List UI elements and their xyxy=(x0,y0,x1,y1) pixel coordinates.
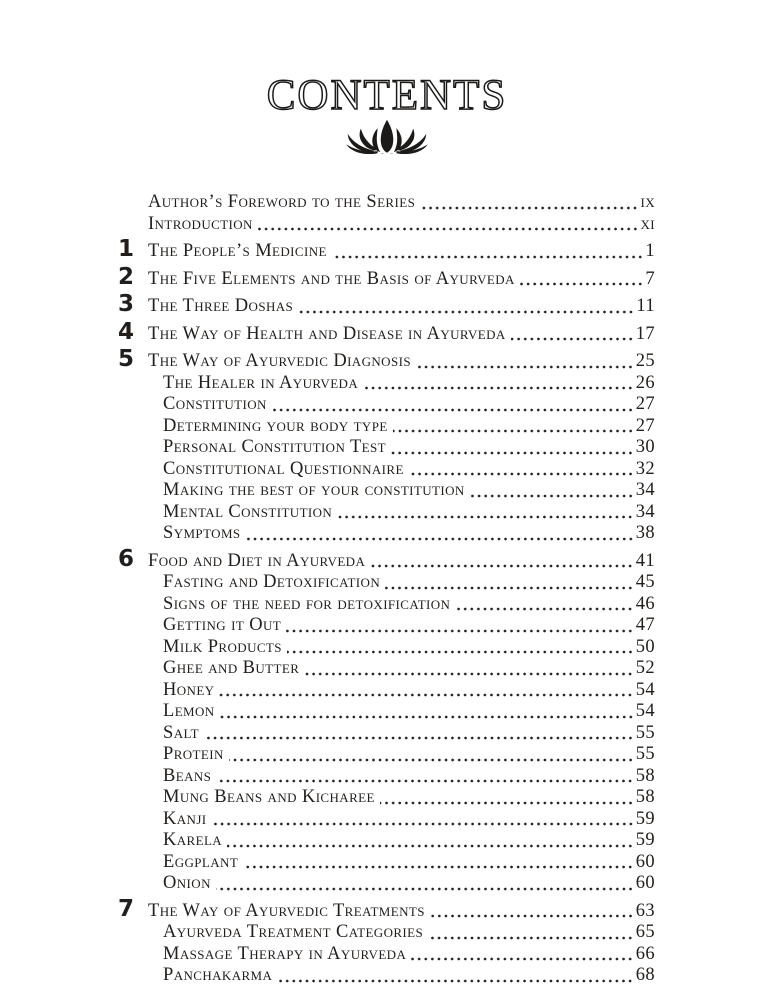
toc-entry xyxy=(118,637,655,659)
toc-entry xyxy=(118,830,655,852)
entry-title: Mung Beans and Kicharee xyxy=(163,787,375,807)
toc-entry xyxy=(118,658,655,680)
dot-leader xyxy=(219,693,633,697)
page-number: 17 xyxy=(635,323,655,344)
entry-title: Making the best of your constitution xyxy=(163,480,465,500)
page-number: 60 xyxy=(635,851,655,872)
chapter-number: 3 xyxy=(118,291,135,317)
entry-title: Signs of the need for detoxification xyxy=(163,593,451,614)
entry-title: Food and Diet in Ayurveda xyxy=(148,550,366,571)
toc-entry xyxy=(118,852,655,874)
dot-leader xyxy=(286,629,634,633)
dot-leader xyxy=(409,472,634,476)
entry-title: Author’s Foreword to the Series xyxy=(148,192,416,212)
toc-entry xyxy=(118,895,655,923)
dot-leader xyxy=(393,429,634,433)
chapter-number: 7 xyxy=(118,895,135,922)
page-number: 11 xyxy=(636,296,655,316)
dot-leader xyxy=(220,715,634,719)
lotus-ornament-icon xyxy=(341,118,433,154)
dot-leader xyxy=(380,801,634,805)
page-number: 27 xyxy=(635,394,655,414)
dot-leader xyxy=(304,672,633,676)
page-number: ix xyxy=(640,192,655,212)
contents-title-wrap xyxy=(127,66,647,120)
page-number: 54 xyxy=(635,679,655,700)
dot-leader xyxy=(298,310,634,314)
dot-leader xyxy=(332,255,644,259)
entry-title: Determining your body type xyxy=(163,415,388,436)
page-number: 50 xyxy=(635,636,655,657)
entry-title: Introduction xyxy=(148,213,253,234)
entry-title: Constitution xyxy=(163,394,267,414)
entry-title: The Way of Ayurvedic Diagnosis xyxy=(148,351,411,371)
entry-title: The Way of Health and Disease in Ayurveda xyxy=(148,323,506,344)
toc-entry xyxy=(118,318,655,346)
page-number: 26 xyxy=(635,372,655,393)
toc-entry xyxy=(118,437,655,459)
toc-entry xyxy=(118,809,655,831)
dot-leader xyxy=(363,386,634,390)
page-number: 47 xyxy=(635,615,655,635)
entry-title: The People’s Medicine xyxy=(148,241,327,261)
page-number: 30 xyxy=(635,437,655,457)
entry-title: Fasting and Detoxification xyxy=(163,572,381,592)
toc-entry xyxy=(118,944,655,966)
chapter-number: 1 xyxy=(118,236,135,262)
lotus-center xyxy=(372,120,401,154)
entry-title: Constitutional Questionnaire xyxy=(163,458,404,479)
entry-title: Lemon xyxy=(163,701,215,721)
dot-leader xyxy=(229,758,634,762)
dot-leader xyxy=(243,865,634,869)
entry-title: Getting it Out xyxy=(163,615,282,635)
page-title: CONTENTS xyxy=(266,72,507,119)
dot-leader xyxy=(212,822,634,826)
entry-title: The Five Elements and the Basis of Ayurveda xyxy=(148,268,515,289)
dot-leader xyxy=(287,650,634,654)
page-number: 1 xyxy=(645,241,655,261)
entry-title: Salt xyxy=(163,722,199,743)
dot-leader xyxy=(204,736,634,740)
dot-leader xyxy=(246,537,634,541)
page-number: 32 xyxy=(635,458,655,479)
dot-leader xyxy=(258,227,639,231)
chapter-number: 5 xyxy=(118,346,135,372)
dot-leader xyxy=(430,914,634,918)
page-number: 41 xyxy=(635,550,655,571)
page-number: 66 xyxy=(635,943,655,964)
page-number: xi xyxy=(640,213,655,234)
page-number: 58 xyxy=(635,765,655,786)
page-number: 45 xyxy=(635,572,655,592)
entry-title: Ayurveda Treatment Categories xyxy=(163,922,424,942)
toc-entry xyxy=(118,236,655,263)
dot-leader xyxy=(370,564,633,568)
dot-leader xyxy=(420,206,638,210)
toc-entry xyxy=(118,965,655,987)
page-number: 25 xyxy=(635,351,655,371)
page-number: 59 xyxy=(635,808,655,829)
toc-entry xyxy=(118,787,655,809)
dot-leader xyxy=(391,451,634,455)
toc-entry xyxy=(118,766,655,788)
toc-entry xyxy=(118,502,655,524)
page-number: 38 xyxy=(635,523,655,543)
toc-entry xyxy=(118,572,655,594)
page-number: 7 xyxy=(645,268,655,289)
page-number: 60 xyxy=(635,873,655,893)
toc-entry xyxy=(118,416,655,438)
entry-title: Massage Therapy in Ayurveda xyxy=(163,943,407,964)
toc-entry xyxy=(118,459,655,481)
entry-title: Eggplant xyxy=(163,851,239,872)
entry-title: Karela xyxy=(163,830,223,850)
entry-title: Honey xyxy=(163,679,215,700)
page-number: 52 xyxy=(635,658,655,678)
dot-leader xyxy=(520,282,644,286)
dot-leader xyxy=(411,957,633,961)
chapter-number: 2 xyxy=(118,263,135,290)
page-header xyxy=(0,66,773,154)
table-of-contents xyxy=(118,192,655,987)
entry-title: Kanji xyxy=(163,808,207,829)
entry-title: Mental Constitution xyxy=(163,501,333,522)
entry-title: Onion xyxy=(163,873,211,893)
page-number: 54 xyxy=(635,701,655,721)
toc-entry xyxy=(118,373,655,395)
dot-leader xyxy=(428,936,634,940)
dot-leader xyxy=(470,494,634,498)
toc-entry xyxy=(118,744,655,766)
dot-leader xyxy=(277,979,633,983)
entry-title: Symptoms xyxy=(163,523,241,543)
page-number: 27 xyxy=(635,415,655,436)
dot-leader xyxy=(337,515,633,519)
toc-entry xyxy=(118,615,655,637)
page-number: 68 xyxy=(635,965,655,985)
entry-title: Beans xyxy=(163,765,212,786)
page-number: 59 xyxy=(635,830,655,850)
page-number: 55 xyxy=(635,722,655,743)
toc-entry xyxy=(118,701,655,723)
entry-title: Panchakarma xyxy=(163,965,273,985)
toc-entry xyxy=(118,480,655,502)
page-number: 58 xyxy=(635,787,655,807)
dot-leader xyxy=(385,586,634,590)
dot-leader xyxy=(455,607,633,611)
toc-entry xyxy=(118,680,655,702)
toc-entry xyxy=(118,545,655,573)
page-number: 65 xyxy=(635,922,655,942)
entry-title: Milk Products xyxy=(163,636,282,657)
entry-title: Ghee and Butter xyxy=(163,658,300,678)
page-number: 63 xyxy=(635,900,655,921)
toc-entry xyxy=(118,873,655,895)
dot-leader xyxy=(272,408,634,412)
toc-entry xyxy=(118,214,655,236)
toc-entry xyxy=(118,922,655,944)
page-number: 55 xyxy=(635,744,655,764)
toc-entry xyxy=(118,291,655,318)
toc-entry xyxy=(118,192,655,214)
chapter-number: 4 xyxy=(118,318,135,345)
page-number: 46 xyxy=(635,593,655,614)
dot-leader xyxy=(216,887,634,891)
toc-entry xyxy=(118,346,655,373)
dot-leader xyxy=(216,779,633,783)
toc-entry xyxy=(118,594,655,616)
entry-title: The Three Doshas xyxy=(148,296,294,316)
toc-entry xyxy=(118,394,655,416)
chapter-number: 6 xyxy=(118,545,135,572)
dot-leader xyxy=(227,844,634,848)
page-number: 34 xyxy=(635,480,655,500)
entry-title: The Way of Ayurvedic Treatments xyxy=(148,900,425,921)
toc-entry xyxy=(118,263,655,291)
page-number: 34 xyxy=(635,501,655,522)
toc-entry xyxy=(118,723,655,745)
dot-leader xyxy=(416,365,634,369)
dot-leader xyxy=(511,337,634,341)
entry-title: Personal Constitution Test xyxy=(163,437,386,457)
entry-title: The Healer in Ayurveda xyxy=(163,372,359,393)
entry-title: Protein xyxy=(163,744,224,764)
toc-entry xyxy=(118,523,655,545)
